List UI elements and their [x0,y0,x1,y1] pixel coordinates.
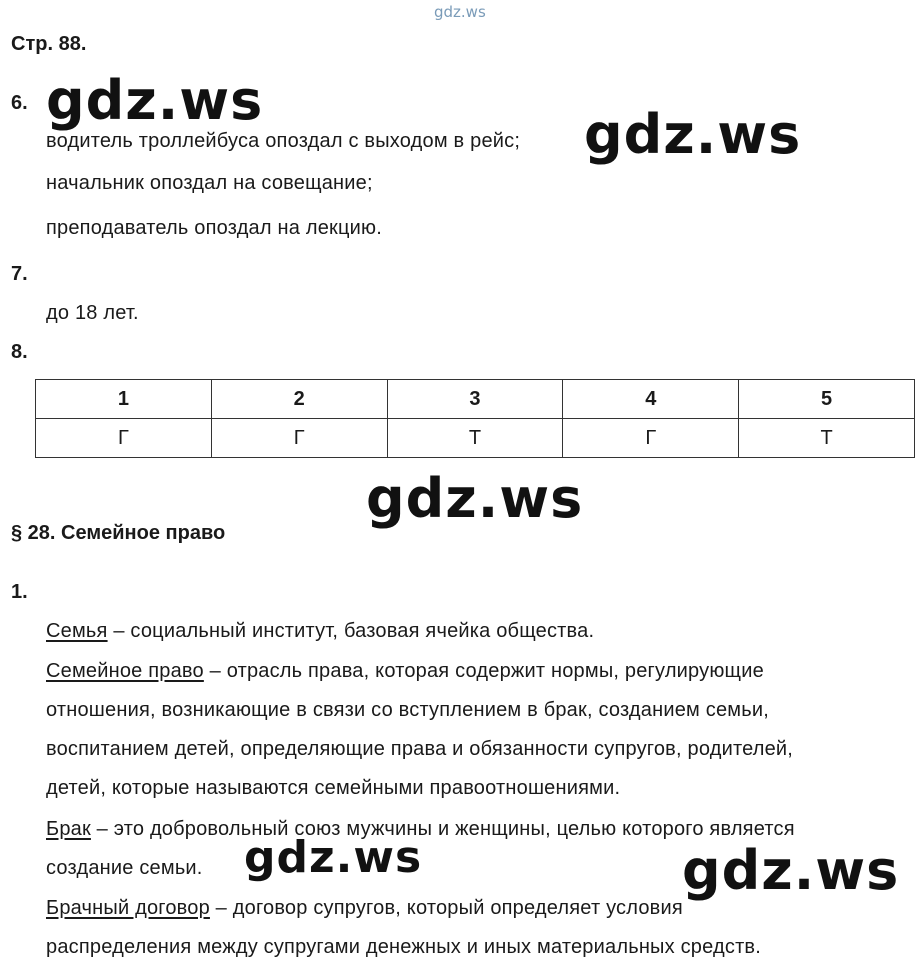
task6-line-3: преподаватель опоздал на лекцию. [46,217,382,239]
watermark-logo: gdz.ws [46,69,264,132]
definition-text: – социальный институт, базовая ячейка общества. [107,620,595,642]
answer-table [35,379,915,458]
task-number-6: 6. [11,92,28,114]
table-header-cell: 2 [211,380,387,419]
table-cell: Т [739,419,915,458]
term-family-law: Семейное право [46,660,204,682]
table-cell: Г [36,419,212,458]
watermark-logo: gdz.ws [366,467,584,530]
task-number-1: 1. [11,581,28,603]
table-row [36,419,915,458]
definition-family-law [46,660,764,683]
table-header-cell: 3 [387,380,563,419]
watermark-logo: gdz.ws [584,103,802,166]
task7-answer: до 18 лет. [46,302,139,324]
watermark-logo: gdz.ws [244,832,423,883]
table-header-row [36,380,915,419]
definition-line: детей, которые называются семейными правоотношениями. [46,777,621,799]
term-marriage-contract: Брачный договор [46,897,210,919]
definition-line: воспитанием детей, определяющие права и обязанности супругов, родителей, [46,738,794,760]
table-header-cell: 4 [563,380,739,419]
table-cell: Т [387,419,563,458]
definition-marriage-contract [46,897,683,920]
term-marriage: Брак [46,818,91,840]
definition-family [46,620,594,643]
task-number-7: 7. [11,263,28,285]
table-cell: Г [211,419,387,458]
definition-line: распределения между супругами денежных и иных материальных средств. [46,936,762,958]
table-cell: Г [563,419,739,458]
section-title: § 28. Семейное право [11,522,226,544]
watermark-logo: gdz.ws [682,839,900,902]
page-heading: Стр. 88. [11,33,87,55]
definition-line: создание семьи. [46,857,203,879]
definition-line: отношения, возникающие в связи со вступлением в брак, созданием семьи, [46,699,769,721]
table-header-cell: 5 [739,380,915,419]
definition-text: – договор супругов, который определяет условия [209,897,683,919]
term-family: Семья [46,620,108,642]
table-header-cell: 1 [36,380,212,419]
task6-line-2: начальник опоздал на совещание; [46,172,373,194]
site-label: gdz.ws [434,3,486,21]
task-number-8: 8. [11,341,28,363]
definition-text: – отрасль права, которая содержит нормы, регулирующие [203,660,764,682]
task6-line-1: водитель троллейбуса опоздал с выходом в рейс; [46,130,521,152]
definition-text: – это добровольный союз мужчины и женщины, целью которого является [90,818,795,840]
